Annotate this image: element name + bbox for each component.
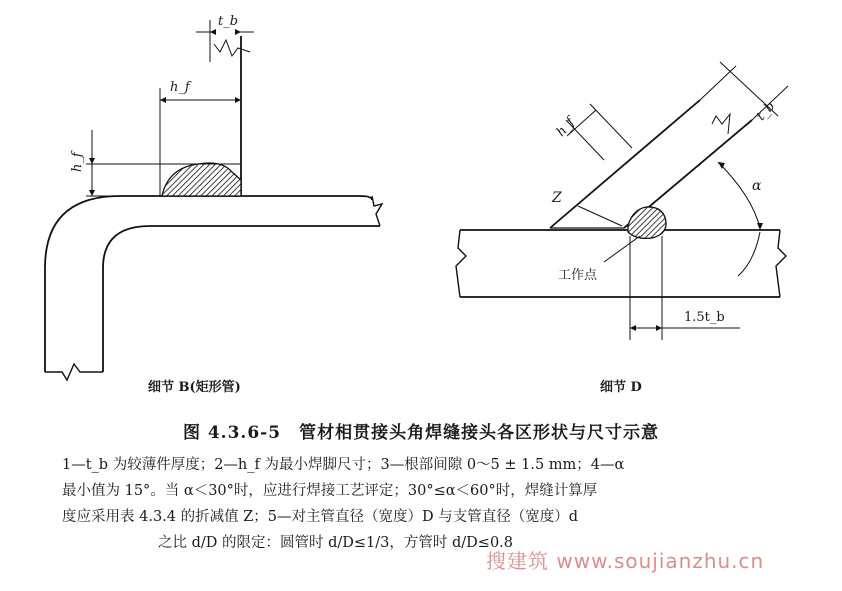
fillet-weld-d — [628, 207, 666, 238]
fillet-weld — [162, 163, 241, 196]
angle-arc — [718, 162, 760, 228]
note-line: 之比 d/D 的限定：圆管时 d/D≤1/3，方管时 d/D≤0.8 — [158, 535, 514, 551]
chord-inner-wall — [103, 226, 380, 372]
label-hf-b: h_f — [170, 80, 190, 95]
figure-title: 图 4.3.6-5 管材相贯接头角焊缝接头各区形状与尺寸示意 — [182, 423, 660, 443]
chord-break-left — [456, 230, 466, 297]
caption-detail-b: 细节 B(矩形管) — [148, 380, 241, 395]
label-work-point: 工作点 — [558, 268, 598, 283]
note-line: 度应采用表 4.3.4 的折减值 Z；5—对主管直径（宽度）D 与支管直径（宽度）d — [62, 509, 579, 525]
label-alpha: α — [752, 178, 762, 194]
chord-break-right — [372, 196, 382, 226]
chord-break-right — [776, 230, 786, 297]
note-line: 1—t_b 为较薄件厚度；2—h_f 为最小焊脚尺寸；3—根部间隙 0～5 ± 1.5 mm；4—α — [62, 457, 625, 473]
note-line: 最小值为 15°。当 α＜30°时，应进行焊接工艺评定；30°≤α＜60°时，焊缝计算厚 — [62, 483, 598, 499]
label-hf-vertical-b: h_f — [70, 152, 85, 172]
label-z: Z — [552, 190, 562, 206]
angle-arc-lower — [738, 232, 760, 276]
label-hf-d: h_f — [553, 115, 579, 140]
figure-notes — [62, 452, 792, 556]
label-tb-d: t_b — [753, 99, 779, 124]
chord-outer-wall — [45, 196, 372, 372]
detail-d-drawing — [456, 62, 788, 340]
label-offset-1-5tb: 1.5t_b — [684, 310, 725, 325]
chord-break-bottom — [45, 364, 103, 380]
watermark: 搜建筑 www.soujianzhu.cn — [486, 549, 765, 573]
label-tb-b: t_b — [218, 14, 239, 29]
caption-detail-d: 细节 D — [600, 380, 642, 395]
detail-b-drawing — [45, 20, 382, 380]
